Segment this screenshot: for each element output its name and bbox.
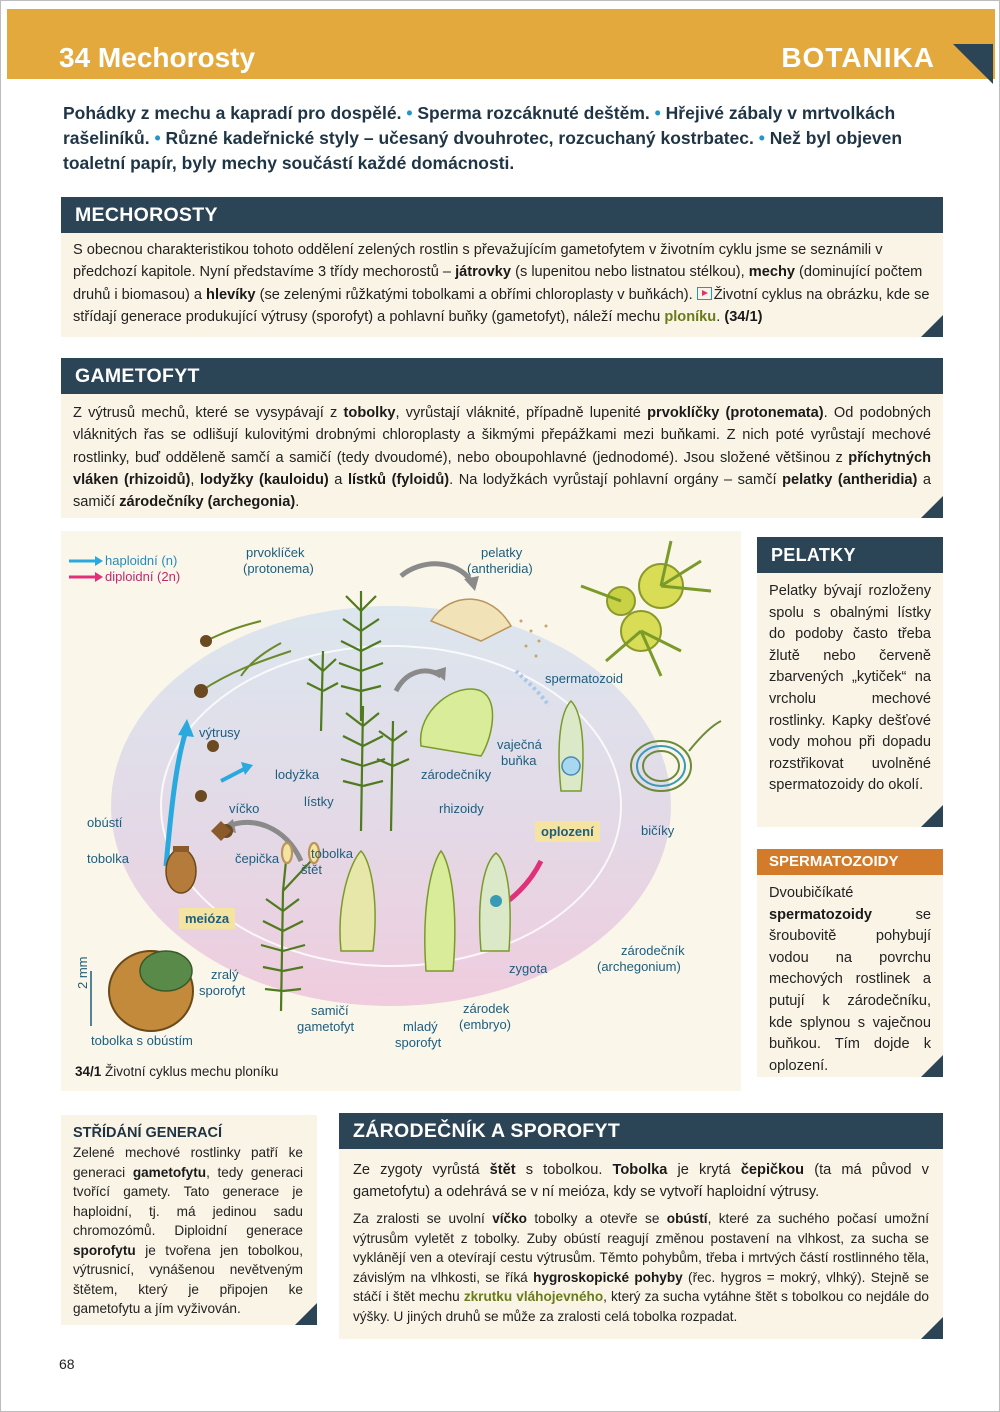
text: , tedy generaci tvořící gamety. Tato generace je haploidní, tj. má jedinou sadu chromozómů. Diploidní generace	[73, 1164, 304, 1238]
text: tobolky a otevře se	[526, 1211, 667, 1226]
text: .	[716, 308, 725, 325]
sidebox-pelatky	[757, 537, 943, 827]
bullet-dot-icon: •	[654, 103, 661, 123]
term: hygroskopické pohyby	[533, 1269, 683, 1285]
species-name: ploníku	[664, 308, 717, 325]
term: Tobolka	[612, 1162, 668, 1178]
corner-decoration	[921, 496, 943, 518]
term: štět	[489, 1162, 516, 1178]
label-bicky: bičíky	[641, 823, 675, 838]
label-sporofyt: sporofyt	[199, 983, 246, 998]
label-tobolka-obustim: tobolka s obústím	[91, 1033, 193, 1048]
corner-decoration	[921, 1055, 943, 1077]
text: . Na lodyžkách vyrůstají pohlavní orgány – samčí	[449, 471, 783, 488]
text: , vyrůstají vláknité, případně lupenité	[395, 405, 648, 421]
text: Z výtrusů mechů, které se vysypávají z	[73, 405, 344, 421]
intro-sentence: Než byl objeven toaletní papír, byly mechy součástí každé domácnosti.	[63, 128, 903, 173]
chapter-title: 34 Mechorosty	[59, 42, 256, 73]
capsule-peristome-drawing	[91, 951, 193, 1031]
label-tobolka-2: tobolka	[311, 846, 353, 861]
term: hlevíky	[206, 286, 256, 303]
label-embryo: (embryo)	[459, 1017, 512, 1032]
text: Ze zygoty vyrůstá	[353, 1162, 490, 1178]
term: játrovky	[455, 264, 512, 281]
text: s tobolkou.	[515, 1162, 613, 1178]
legend-haploid-label: haploidní (n)	[105, 553, 178, 568]
text: a samičí	[73, 471, 932, 511]
label-zarodecniky: zárodečníky	[421, 767, 492, 782]
caption-text: Životní cyklus mechu ploníku	[105, 1064, 279, 1079]
section-body	[73, 239, 931, 328]
label-meioza: meióza	[179, 908, 235, 929]
label-protonema: (protonema)	[243, 561, 314, 576]
video-play-icon[interactable]	[697, 287, 712, 300]
label-antheridia: (antheridia)	[467, 561, 533, 576]
section-body	[73, 402, 931, 513]
section-gametofyt	[61, 358, 943, 518]
text: . Od podobných vláknitých řas se odlišují kulovitými drobnými chloroplasty a šikmými přepážkami mezi buňkami. Z nich poté vyrůstají mechové rostlinky, buď odděleně samčí a samičí (tedy dvoudomé), nebo oboupohlavné (jednodomé). Jsou složené většinou z	[73, 405, 932, 466]
label-zarodek: zárodek	[463, 1001, 510, 1016]
section-heading: GAMETOFYT	[61, 358, 943, 394]
label-zraly: zralý	[211, 967, 239, 982]
term: gametofytu	[132, 1164, 207, 1180]
term: spermatozoidy	[769, 906, 872, 923]
section-body-main	[353, 1159, 929, 1204]
section-body-detail	[353, 1209, 929, 1327]
sidebox-stridani-generaci	[61, 1115, 317, 1325]
text: (dominující počtem druhů i biomasou) a	[73, 264, 923, 303]
label-rhizoidy: rhizoidy	[439, 801, 484, 816]
label-sporofyt-2: sporofyt	[395, 1035, 442, 1050]
term: příchytných vláken (rhizoidů)	[73, 449, 931, 488]
intro-sentence: Hřejivé zábaly v mrtvolkách rašeliníků.	[63, 103, 896, 148]
text: Dvoubičíkaté	[769, 885, 854, 901]
label-cepicka: čepička	[235, 851, 280, 866]
antheridia-rosette-drawing	[581, 541, 711, 676]
term: zárodečníky (archegonia)	[119, 494, 296, 511]
label-vajecna: vaječná	[497, 737, 542, 752]
section-zarodecnik-sporofyt	[339, 1113, 943, 1339]
section-body	[769, 883, 931, 1077]
corner-decoration	[921, 805, 943, 827]
label-mlady: mladý	[403, 1019, 438, 1034]
corner-decoration	[921, 315, 943, 337]
label-oplozeni: oplození	[535, 821, 600, 842]
term: čepičkou	[740, 1162, 805, 1178]
text: .	[295, 494, 300, 511]
text: Životní cyklus na obrázku, kde se střídají generace produkující výtrusy (sporofyt) a pohlavní buňky (gametofyt), náleží mechu	[73, 286, 930, 325]
bullet-dot-icon: •	[406, 103, 413, 123]
section-body	[73, 1143, 303, 1319]
life-cycle-figure	[61, 531, 741, 1091]
term: lístků (fyloidů)	[347, 471, 450, 488]
text: ,	[190, 471, 200, 488]
text: a	[328, 471, 348, 488]
label-pelatky: pelatky	[481, 545, 523, 560]
text: Zelené mechové rostlinky patří ke generaci	[73, 1145, 303, 1180]
figure-caption	[75, 1064, 278, 1079]
text: (s lupenitou nebo listnatou stélkou),	[511, 264, 749, 281]
section-heading: MECHOROSTY	[61, 197, 943, 233]
section-heading: SPERMATOZOIDY	[757, 849, 943, 875]
section-heading: STŘÍDÁNÍ GENERACÍ	[73, 1125, 223, 1141]
term: lodyžky (kauloidu)	[200, 471, 329, 488]
label-listky: lístky	[304, 794, 334, 809]
text: S obecnou charakteristikou tohoto oddělení zelených rostlin s převažujícím gametofytem v životním cyklu jsme se seznámili v předchozí kapitole. Nyní představíme 3 třídy mechorostů –	[73, 242, 883, 281]
text: (řec. hygros = mokrý, vlhký). Stejně se stáčí i štět mechu	[353, 1269, 929, 1305]
label-scale: 2 mm	[75, 956, 90, 989]
label-stet: štět	[301, 862, 322, 877]
legend-arrows	[69, 556, 103, 582]
intro-sentence: Sperma rozcáknuté deštěm.	[417, 103, 650, 123]
text: (se zelenými růžkatými tobolkami a obřími chloroplasty v buňkách).	[255, 286, 697, 303]
corner-decoration	[295, 1303, 317, 1325]
label-spermatozoid: spermatozoid	[545, 671, 624, 686]
term: pelatky (antheridia)	[782, 471, 918, 488]
label-obusti: obústí	[87, 815, 123, 830]
term: tobolky	[343, 405, 396, 421]
intro-teaser	[63, 101, 943, 176]
text: (ta má původ v gametofytu) a odehrává se v ní meióza, kdy se vytvoří haploidní výtrusy.	[353, 1162, 929, 1201]
text: je krytá	[667, 1162, 741, 1178]
sidebox-spermatozoidy	[757, 849, 943, 1077]
chapter-header	[7, 9, 995, 79]
legend-diploid-label: diploidní (2n)	[105, 569, 181, 584]
bullet-dot-icon: •	[758, 128, 765, 148]
text: , které za suchého počasí umožní výtrusům vyletět z tobolky. Zuby obústí reagují změnou postavení na vlhkost, za sucha se vyklánějí ven a otevírají cestu výtrusům. Těmto pohybům, třeba i mrtvých částí rostlinného těla, závislým na vlhkosti, se říká	[353, 1211, 930, 1285]
section-heading: PELATKY	[757, 537, 943, 573]
intro-sentence: Pohádky z mechu a kapradí pro dospělé.	[63, 103, 402, 123]
text: , který za sucha vytáhne štět s tobolkou co nejdále do výšky. U jiných druhů se může za zralosti celá tobolka rozpadat.	[353, 1289, 929, 1324]
term: mechy	[748, 264, 795, 281]
species-name: zkrutku vláhojevného	[463, 1289, 604, 1305]
section-heading: ZÁRODEČNÍK A SPOROFYT	[339, 1113, 943, 1149]
label-bunka: buňka	[501, 753, 537, 768]
label-samici: samičí	[311, 1003, 349, 1018]
page-number: 68	[59, 1356, 75, 1372]
subject-label: BOTANIKA	[781, 42, 935, 73]
label-gametofyt: gametofyt	[297, 1019, 355, 1034]
label-tobolka: tobolka	[87, 851, 129, 866]
term: víčko	[492, 1211, 527, 1226]
grey-arrow-top	[401, 564, 471, 581]
header-corner-decoration	[953, 44, 993, 84]
text: Za zralosti se uvolní	[353, 1211, 493, 1226]
caption-number: 34/1	[75, 1064, 102, 1079]
term: obústí	[666, 1211, 708, 1226]
term: sporofytu	[73, 1242, 136, 1258]
label-archegonium: (archegonium)	[597, 959, 681, 974]
text: je tvořena jen tobolkou, výtrusnicí, vynášenou nevětveným štětem, který je připojen ke gametofytu a jím vyživován.	[73, 1242, 303, 1316]
intro-sentence: Různé kadeřnické styly – učesaný dvouhrotec, rozcuchaný kostrbatec.	[165, 128, 754, 148]
label-prvoklicek: prvoklíček	[246, 545, 305, 560]
label-vytrusy: výtrusy	[199, 725, 241, 740]
section-body: Pelatky bývají rozloženy spolu s obalnými lístky do podoby často třeba žlutě nebo červeně zbarvených „kytiček“ na vrcholu mechové rostlinky. Kapky dešťové vody mohou při dopadu rozstřikovat uvolněné spermatozoidy do okolí.	[769, 583, 931, 794]
label-zygota: zygota	[509, 961, 548, 976]
label-zarodecnik: zárodečník	[621, 943, 685, 958]
term: prvoklíčky (protonemata)	[647, 405, 824, 421]
life-cycle-illustration	[61, 531, 741, 1091]
corner-decoration	[921, 1317, 943, 1339]
figure-reference: (34/1)	[724, 308, 763, 325]
label-lodyzka: lodyžka	[275, 767, 320, 782]
section-mechorosty	[61, 197, 943, 337]
label-vicko: víčko	[229, 801, 260, 816]
text: se šroubovitě pohybují vodou na povrchu mechových rostlinek a putují k zárodečníku, kde splynou s vaječnou buňkou. Tím dojde k oplození.	[769, 906, 931, 1074]
bullet-dot-icon: •	[154, 128, 161, 148]
